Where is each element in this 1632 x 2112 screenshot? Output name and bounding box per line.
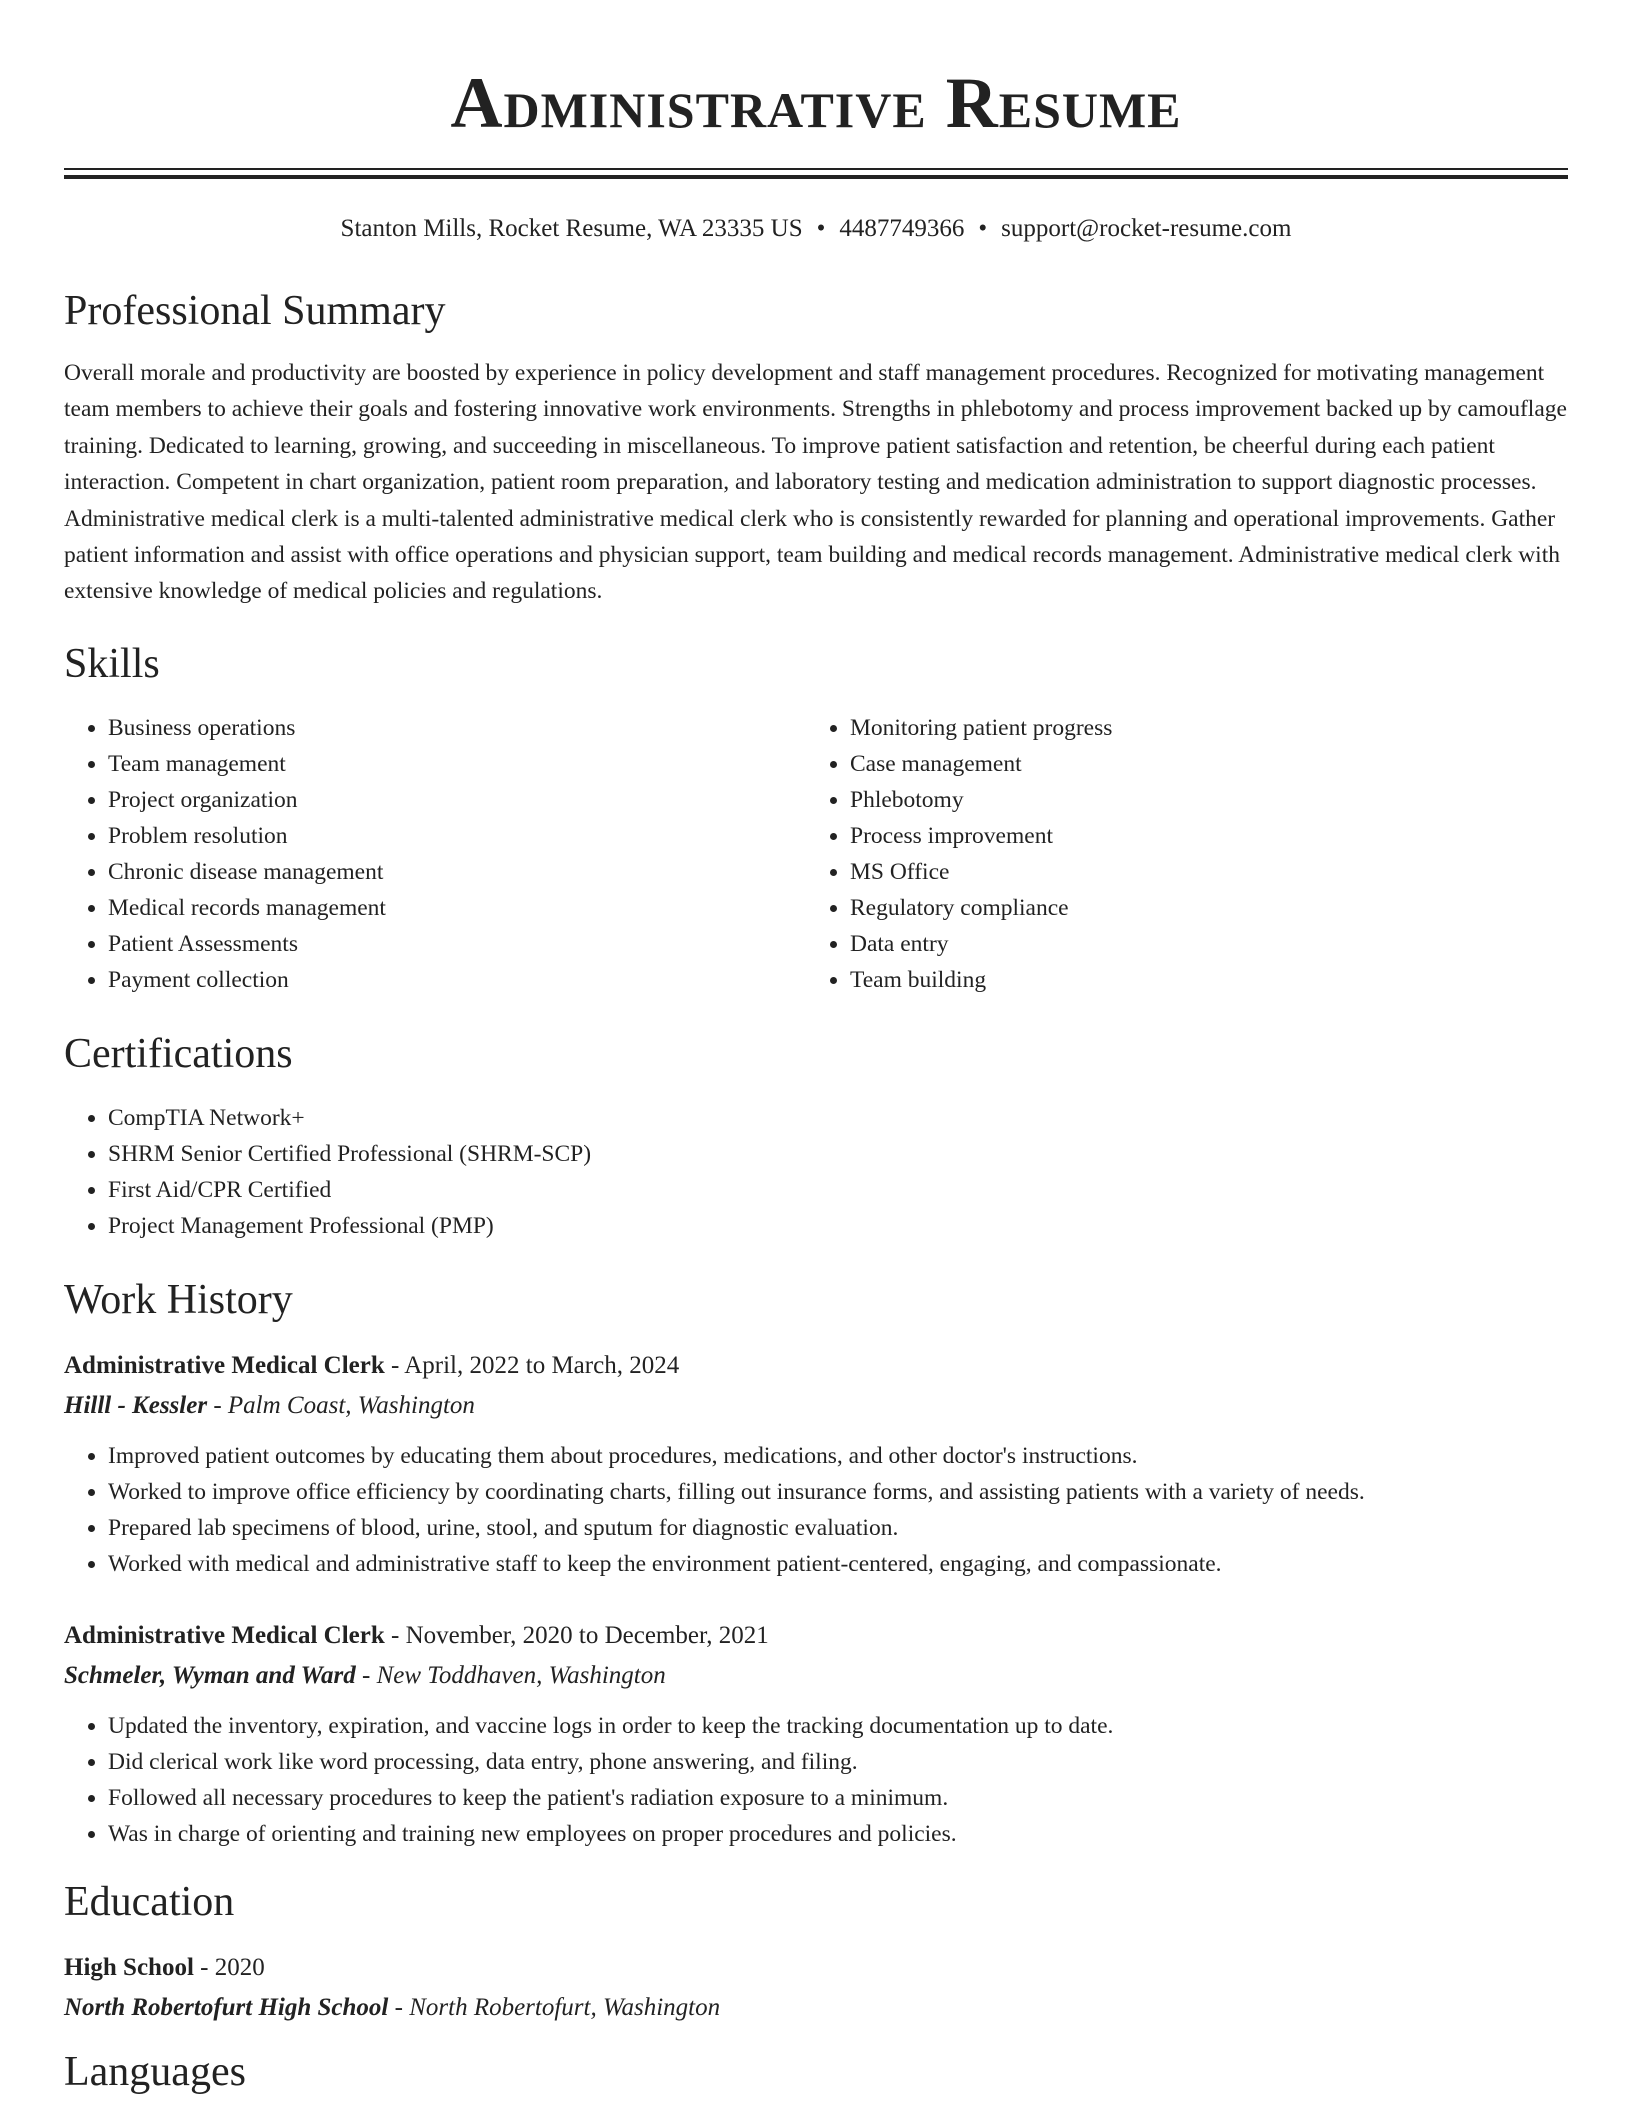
job-entry [64,1618,1568,1852]
skill-item: • Project organization [108,782,806,818]
job-bullet: • Did clerical work like word processing, data entry, phone answering, and filing. [108,1744,1568,1780]
skills-right-column [806,710,1568,998]
job-bullet: • Worked with medical and administrative staff to keep the environment patient-centered, engaging, and compassionate. [108,1546,1568,1582]
job-location: - New Toddhaven, Washington [355,1661,666,1689]
job-bullet-list [64,1438,1568,1582]
education-degree-line [64,1950,1568,1986]
job-location: - Palm Coast, Washington [207,1391,475,1419]
job-company-line [64,1388,1568,1424]
job-title: Administrative Medical Clerk [64,1621,385,1649]
contact-line [64,213,1568,245]
skill-item: • Payment collection [108,962,806,998]
languages-heading: Languages [64,2048,246,2095]
contact-phone: 4487749366 [839,215,965,242]
skills-columns [64,710,1568,998]
work-history-heading: Work History [64,1276,293,1323]
contact-separator: • [978,215,988,242]
skill-item: • Phlebotomy [850,782,1568,818]
skill-item: • Process improvement [850,818,1568,854]
job-bullet: • Improved patient outcomes by educating them about procedures, medications, and other doctor's instructions. [108,1438,1568,1474]
job-dates: - November, 2020 to December, 2021 [384,1621,769,1649]
skill-item: • Data entry [850,926,1568,962]
title-divider-thick [64,175,1568,179]
certification-item: • CompTIA Network+ [108,1100,1568,1136]
skill-item: • Chronic disease management [108,854,806,890]
job-bullet-list [64,1708,1568,1852]
certifications-list [64,1100,1568,1244]
skills-left-column [64,710,806,998]
job-company: Hilll - Kessler [64,1391,208,1419]
resume-page [64,0,1568,2098]
job-bullet: • Was in charge of orienting and training new employees on proper procedures and policies. [108,1816,1568,1852]
contact-address: Stanton Mills, Rocket Resume, WA 23335 US [340,215,803,242]
skill-item: • Monitoring patient progress [850,710,1568,746]
contact-email: support@rocket-resume.com [1001,215,1292,242]
education-year: - 2020 [193,1953,265,1981]
title-divider-thin [64,168,1568,170]
education-location: - North Robertofurt, Washington [388,1993,721,2021]
job-bullet: • Followed all necessary procedures to keep the patient's radiation exposure to a minimum. [108,1780,1568,1816]
skill-item: • MS Office [850,854,1568,890]
job-entry [64,1348,1568,1582]
job-title: Administrative Medical Clerk [64,1351,385,1379]
skill-item: • Case management [850,746,1568,782]
skill-item: • Team management [108,746,806,782]
job-title-line [64,1348,1568,1384]
certification-item: • First Aid/CPR Certified [108,1172,1568,1208]
certification-item: • SHRM Senior Certified Professional (SHRM-SCP) [108,1136,1568,1172]
job-dates: - April, 2022 to March, 2024 [384,1351,680,1379]
certifications-heading: Certifications [64,1030,293,1077]
skill-item: • Problem resolution [108,818,806,854]
skill-item: • Regulatory compliance [850,890,1568,926]
certification-item: • Project Management Professional (PMP) [108,1208,1568,1244]
summary-heading: Professional Summary [64,288,446,334]
education-degree: High School [64,1953,194,1981]
job-bullet: • Updated the inventory, expiration, and vaccine logs in order to keep the tracking documentation up to date. [108,1708,1568,1744]
skill-item: • Patient Assessments [108,926,806,962]
skill-item: • Business operations [108,710,806,746]
resume-title: Administrative Resume [450,63,1182,143]
job-company: Schmeler, Wyman and Ward [64,1661,356,1689]
skill-item: • Medical records management [108,890,806,926]
education-school-line [64,1990,1568,2026]
job-bullet: • Prepared lab specimens of blood, urine, stool, and sputum for diagnostic evaluation. [108,1510,1568,1546]
job-company-line [64,1658,1568,1694]
skill-item: • Team building [850,962,1568,998]
summary-text: Overall morale and productivity are boosted by experience in policy development and staff management procedures. Recognized for motivating management team members to achieve their goals and fostering innovative work environments. Strengths in phlebotomy and process improvement backed up by camouflage training. Dedicated to learning, growing, and succeeding in miscellaneous. To improve patient satisfaction and retention, be cheerful during each patient interaction. Competent in chart organization, patient room preparation, and laboratory testing and medication administration to support diagnostic processes. Administrative medical clerk is a multi-talented administrative medical clerk who is consistently rewarded for planning and operational improvements. Gather patient information and assist with office operations and physician support, team building and medical records management. Administrative medical clerk with extensive knowledge of medical policies and regulations. [64,360,1567,605]
education-school: North Robertofurt High School [64,1993,389,2021]
job-bullet: • Worked to improve office efficiency by coordinating charts, filling out insurance forms, and assisting patients with a variety of needs. [108,1474,1568,1510]
education-heading: Education [64,1878,235,1925]
job-title-line [64,1618,1568,1654]
skills-heading: Skills [64,640,160,687]
contact-separator: • [816,215,826,242]
